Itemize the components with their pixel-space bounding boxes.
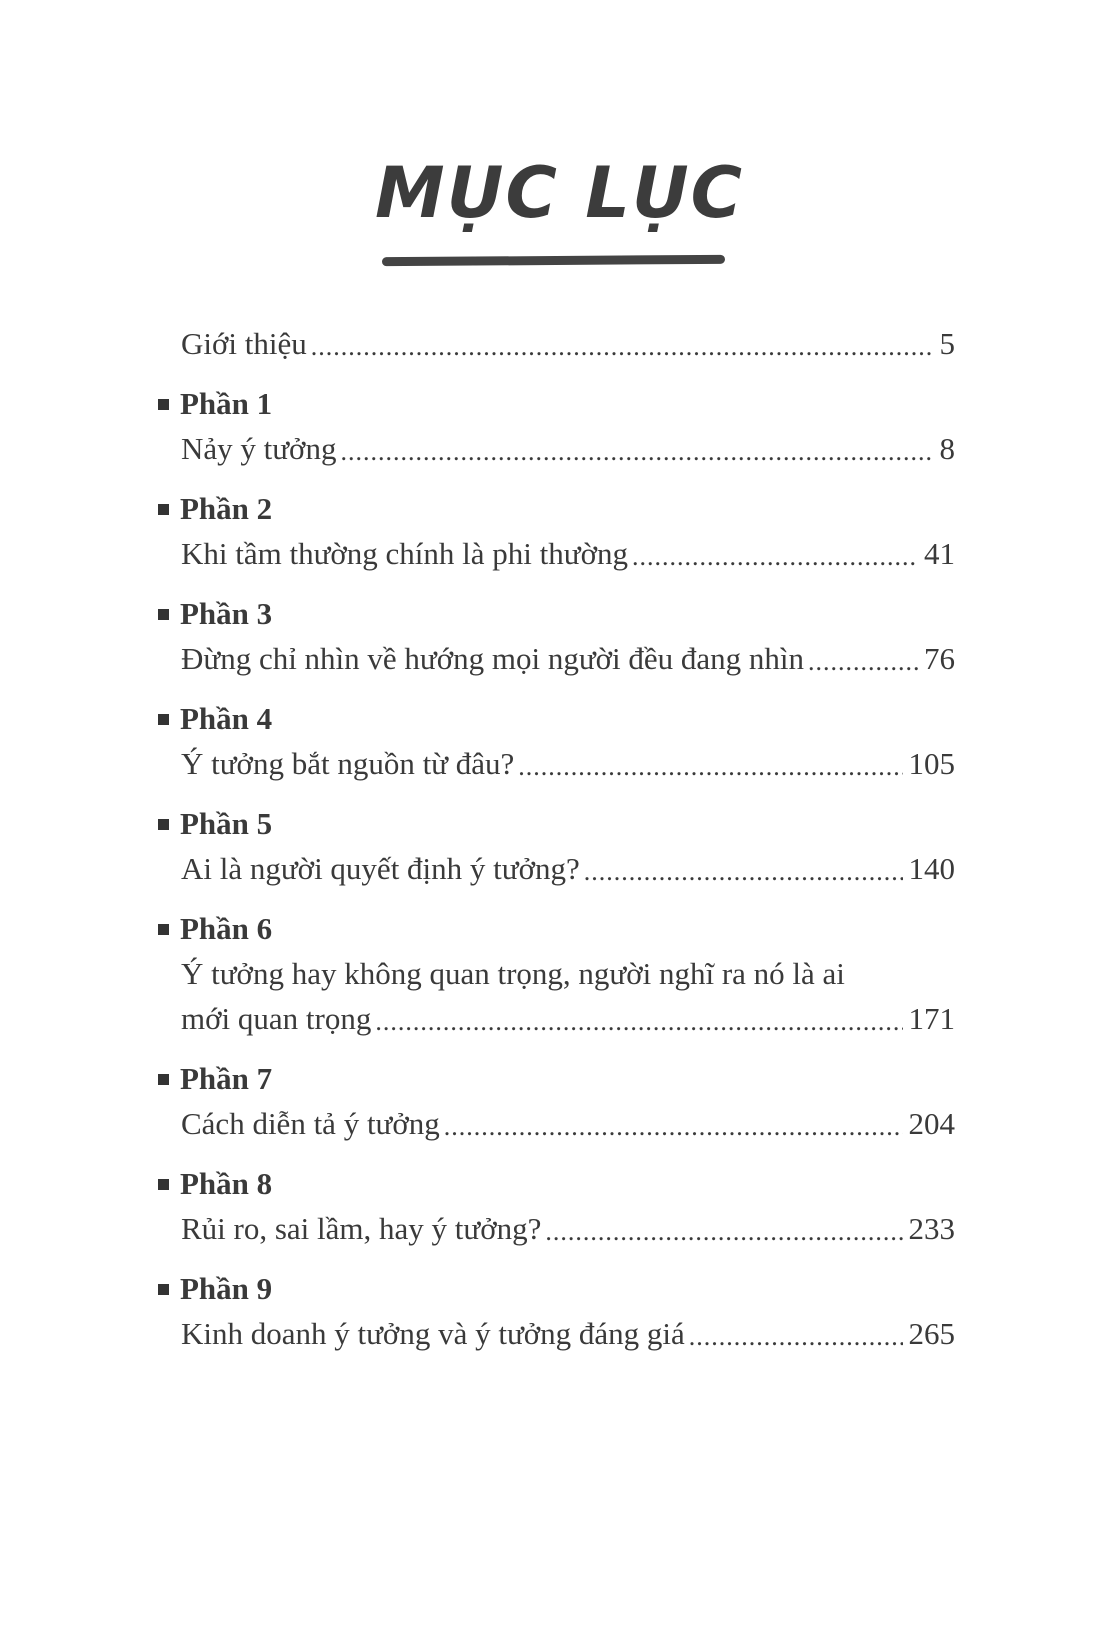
dot-leader	[632, 532, 918, 576]
toc-entry-part-6[interactable]	[181, 997, 955, 1041]
toc-entry-part-8[interactable]	[181, 1207, 955, 1251]
toc-entry-page: 76	[924, 641, 955, 676]
part-label: Phần 1	[180, 386, 273, 421]
dot-leader	[340, 427, 933, 471]
dot-leader	[545, 1207, 902, 1251]
toc-entry-page: 171	[908, 1001, 955, 1036]
toc-entry-part-2[interactable]	[181, 532, 955, 576]
toc-entry-title: Rủi ro, sai lầm, hay ý tưởng?	[181, 1211, 542, 1246]
part-label: Phần 8	[180, 1166, 273, 1201]
toc-entry-title: mới quan trọng	[181, 1001, 372, 1036]
square-bullet-icon	[158, 1284, 169, 1295]
part-heading-7	[158, 1057, 272, 1101]
toc-entry-title: Đừng chỉ nhìn về hướng mọi người đều đang nhìn	[181, 641, 805, 676]
toc-entry-part-5[interactable]	[181, 847, 955, 891]
toc-entry-title: Nảy ý tưởng	[181, 431, 337, 466]
dot-leader	[689, 1312, 903, 1356]
part-heading-8	[158, 1162, 272, 1206]
toc-entry-title: Cách diễn tả ý tưởng	[181, 1106, 440, 1141]
toc-entry-title-line1: Ý tưởng hay không quan trọng, người nghĩ ra nó là ai	[181, 956, 845, 991]
toc-entry-part-4[interactable]	[181, 742, 955, 786]
part-heading-5	[158, 802, 272, 846]
dot-leader	[311, 322, 934, 366]
part-heading-6	[158, 907, 272, 951]
dot-leader	[584, 847, 903, 891]
toc-entry-title: Kinh doanh ý tưởng và ý tưởng đáng giá	[181, 1316, 685, 1351]
part-label: Phần 4	[180, 701, 273, 736]
dot-leader	[808, 637, 918, 681]
toc-entry-page: 8	[939, 431, 955, 466]
toc-entry-page: 105	[908, 746, 955, 781]
square-bullet-icon	[158, 924, 169, 935]
toc-entry-title: Giới thiệu	[181, 326, 307, 361]
toc-entry-page: 41	[924, 536, 955, 571]
dot-leader	[375, 997, 902, 1041]
part-label: Phần 2	[180, 491, 273, 526]
square-bullet-icon	[158, 399, 169, 410]
toc-entry-title: Khi tầm thường chính là phi thường	[181, 536, 628, 571]
toc-entry-page: 5	[939, 326, 955, 361]
toc-entry-intro[interactable]	[181, 322, 955, 366]
square-bullet-icon	[158, 1179, 169, 1190]
dot-leader	[518, 742, 902, 786]
toc-entry-page: 265	[908, 1316, 955, 1351]
toc-entry-part-9[interactable]	[181, 1312, 955, 1356]
page-title: MỤC LỤC	[374, 152, 745, 234]
square-bullet-icon	[158, 504, 169, 515]
toc-entry-part-1[interactable]	[181, 427, 955, 471]
part-label: Phần 6	[180, 911, 273, 946]
part-heading-3	[158, 592, 272, 636]
square-bullet-icon	[158, 714, 169, 725]
toc-entry-part-7[interactable]	[181, 1102, 955, 1146]
part-label: Phần 5	[180, 806, 273, 841]
part-heading-1	[158, 382, 272, 426]
toc-entry-title: Ai là người quyết định ý tưởng?	[181, 851, 580, 886]
toc-entry-part-3[interactable]	[181, 637, 955, 681]
part-heading-9	[158, 1267, 272, 1311]
dot-leader	[444, 1102, 903, 1146]
part-label: Phần 9	[180, 1271, 273, 1306]
part-heading-4	[158, 697, 272, 741]
toc-entry-page: 204	[908, 1106, 955, 1141]
part-label: Phần 7	[180, 1061, 273, 1096]
toc-entry-title: Ý tưởng bắt nguồn từ đâu?	[181, 746, 515, 781]
part-label: Phần 3	[180, 596, 273, 631]
part-heading-2	[158, 487, 272, 531]
toc-entry-page: 140	[908, 851, 955, 886]
square-bullet-icon	[158, 609, 169, 620]
square-bullet-icon	[158, 1074, 169, 1085]
square-bullet-icon	[158, 819, 169, 830]
toc-entry-page: 233	[908, 1211, 955, 1246]
